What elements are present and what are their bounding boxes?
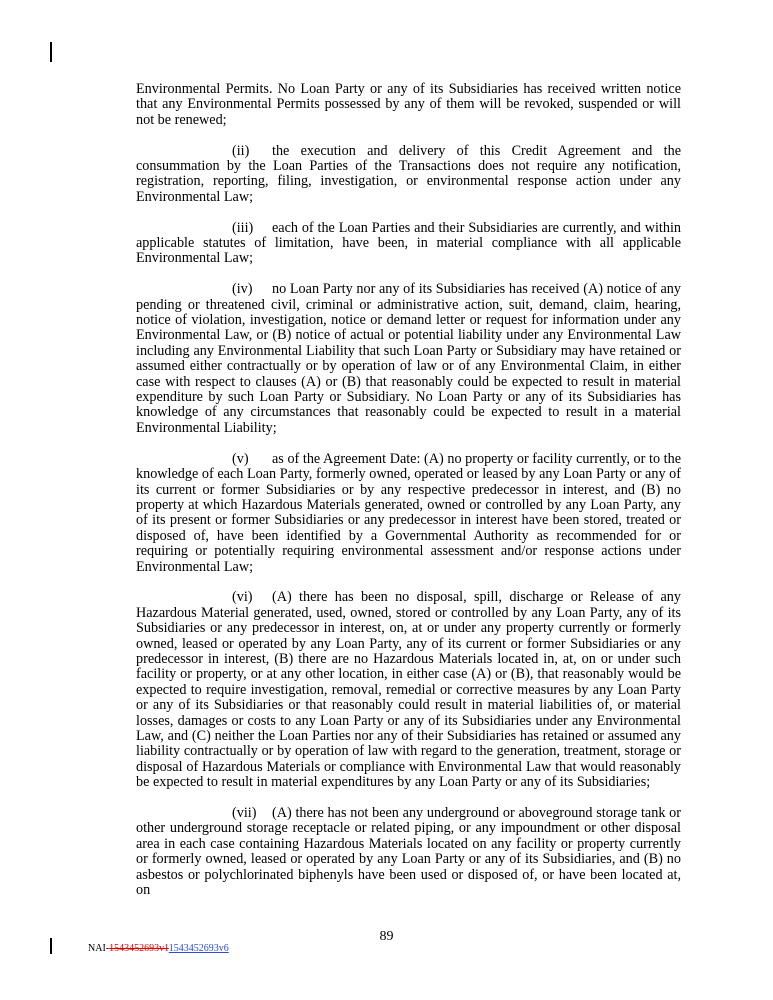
paragraph-number: (iii) (232, 219, 254, 236)
paragraph-ii: (ii) the execution and delivery of this Credit Agreement and the consummation by the Loan Parties of the Transactions does not require any notification, registration, reporting, filing, investigation, or environmental response action under any Environmental Law; (136, 142, 681, 205)
page-number: 89 (379, 929, 394, 944)
paragraph-number: (v) (232, 450, 249, 467)
paragraph-iii: (iii) each of the Loan Parties and their Subsidiaries are currently, and within applicable statutes of limitation, have been, in material compliance with all applicable Environmental Law; (136, 219, 681, 267)
paragraph-continuation: Environmental Permits. No Loan Party or any of its Subsidiaries has received written notice that any Environmental Permits possessed by any of them will be revoked, suspended or will not be renewed; (136, 81, 681, 128)
paragraph-number: (vi) (232, 589, 253, 606)
footer-old-id: 1543452693v1 (109, 943, 169, 954)
paragraph-iv: (iv) no Loan Party nor any of its Subsidiaries has received (A) notice of any pending or threatened civil, criminal or administrative action, suit, demand, claim, hearing, notice of violation, investigation, notice or demand letter or request for information under any Environmental Law, or (B) notice of actual or potential liability under any Environmental Law including any Environmental Liability that such Loan Party or Subsidiary may have retained or assumed either contractually or by operation of law or of any Environmental Claim, in either case with respect to clauses (A) or (B) that reasonably could be expected to result in material expenditure by such Loan Party or Subsidiary. No Loan Party or any of its Subsidiaries has knowledge of any circumstances that reasonably could be expected to result in a material Environmental Liability; (136, 281, 681, 436)
footer-new-id: 1543452693v6 (168, 943, 229, 954)
footer-prefix: NAI- (88, 943, 110, 954)
paragraph-number: (ii) (232, 142, 250, 159)
paragraph-vi: (vi) (A) there has been no disposal, spill, discharge or Release of any Hazardous Material generated, used, owned, stored or controlled by any Loan Party, any of its Subsidiaries or any predecessor in interest, on, at or under any property currently or formerly owned, leased or operated by any Loan Party, any of its current or former Subsidiaries or any predecessor in interest, (B) there are no Hazardous Materials located in, at, on or under such facility or property, or at any other location, in either case (A) or (B), that reasonably would be expected to require investigation, removal, remedial or corrective measures by any Loan Party or any of its Subsidiaries or that reasonably could result in material liabilities of, or material losses, damages or costs to any Loan Party or any of its Subsidiaries under any Environmental Law, and (C) neither the Loan Parties nor any of their Subsidiaries has retained or assumed any liability contractually or by operation of law with regard to the generation, treatment, storage or disposal of Hazardous Materials or compliance with Environmental Law that would reasonably be expected to result in material expenditures by any Loan Party or any of its Subsidiaries; (136, 589, 681, 791)
paragraph-number: (iv) (232, 281, 253, 298)
paragraph-number: (vii) (232, 805, 257, 821)
change-bar-top (50, 42, 52, 62)
document-body (136, 82, 681, 914)
paragraph-v: (v) as of the Agreement Date: (A) no property or facility currently, or to the knowledge of each Loan Party, formerly owned, operated or leased by any Loan Party or any of its current or former Subsidiaries or by any respective predecessor in interest, and (B) no property at which Hazardous Materials generated, owned or controlled by any Loan Party, any of its present or former Subsidiaries or any predecessor in interest have been stored, treated or disposed of, have been identified by a Governmental Authority as recommended for or requiring or potentially requiring environmental assessment and/or response actions under Environmental Law; (136, 450, 681, 575)
footer-document-id (88, 943, 229, 954)
paragraph-vii: (vii) (A) there has not been any underground or aboveground storage tank or other underground storage receptacle or related piping, or any impoundment or other disposal area in each case containing Hazardous Materials located on any facility or property currently or formerly owned, leased or operated by any Loan Party or any of its Subsidiaries, and (B) no asbestos or polychlorinated biphenyls have been used or disposed of, or have been located at, on (136, 805, 681, 899)
